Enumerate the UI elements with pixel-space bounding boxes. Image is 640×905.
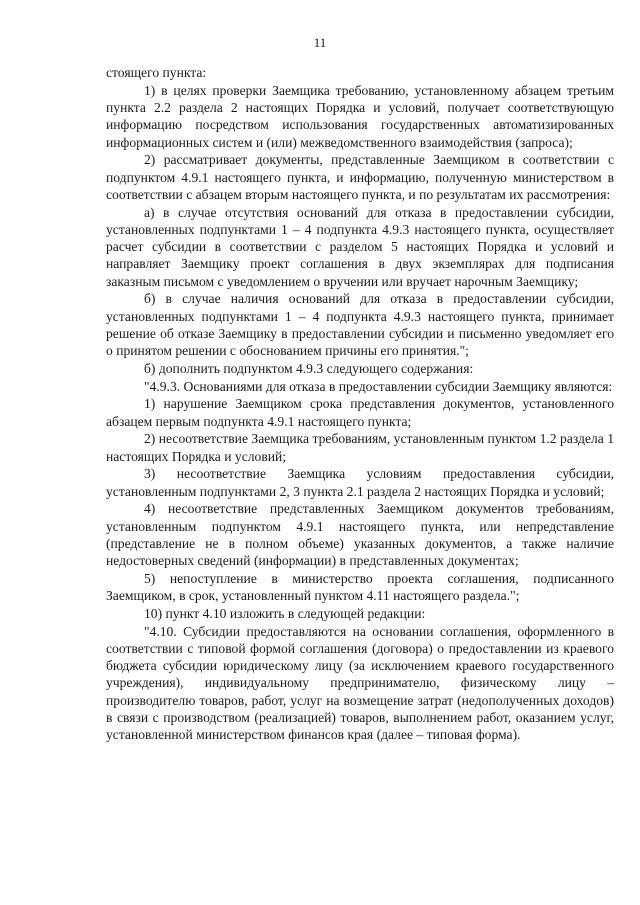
paragraph: 10) пункт 4.10 изложить в следующей редакции: bbox=[144, 605, 426, 621]
paragraph: 2) рассматривает документы, представленные Заемщиком в соответствии с подпунктом 4.9.1 настоящего пункта, и информацию, полученную министерством в соответствии с абзацем вторым настоящего пункта, и по результатам их рассмотрения: bbox=[106, 152, 614, 202]
paragraph: 3) несоответствие Заемщика условиям предоставления субсидии, установленным подпунктами 2, 3 пункта 2.1 раздела 2 настоящих Порядка и условий; bbox=[106, 466, 614, 499]
paragraph: б) дополнить подпунктом 4.9.3 следующего содержания: bbox=[144, 361, 474, 376]
document-body bbox=[106, 64, 614, 744]
paragraph: 5) непоступление в министерство проекта соглашения, подписанного Заемщиком, в срок, установленный пунктом 4.11 настоящего раздела."; bbox=[106, 570, 614, 604]
page-number: 11 bbox=[313, 35, 327, 50]
paragraph: б) в случае наличия оснований для отказа в предоставлении субсидии, установленных подпунктами 1 – 4 подпункта 4.9.3 настоящего пункта, принимает решение об отказе Заемщику в предоставлении субсидии и письменно уведомляет его о принятом решении с обоснованием причины его принятия."; bbox=[106, 291, 614, 359]
paragraph: 2) несоответствие Заемщика требованиям, установленным пунктом 1.2 раздела 1 настоящих Порядка и условий; bbox=[106, 431, 614, 464]
paragraph: 1) в целях проверки Заемщика требованию, установленному абзацем третьим пункта 2.2 раздела 2 настоящих Порядка и условий, получает соответствующую информацию посредством использования государственных автоматизированных информационных систем и (или) межведомственного взаимодействия (запроса); bbox=[106, 82, 614, 150]
paragraph: 1) нарушение Заемщиком срока представления документов, установленного абзацем первым подпункта 4.9.1 настоящего пункта; bbox=[106, 396, 614, 429]
paragraph: стоящего пункта: bbox=[106, 65, 207, 80]
paragraph: "4.9.3. Основаниями для отказа в предоставлении субсидии Заемщику являются: bbox=[144, 378, 613, 394]
paragraph: а) в случае отсутствия оснований для отказа в предоставлении субсидии, установленных подпунктами 1 – 4 подпункта 4.9.3 настоящего пункта, осуществляет расчет субсидии в соответствии с разделом 5 настоящих Порядка и условий и направляет Заемщику проект соглашения в двух экземплярах для подписания заказным письмом с уведомлением о вручении или вручает нарочным Заемщику; bbox=[106, 204, 614, 289]
paragraph: 4) несоответствие представленных Заемщиком документов требованиям, установленным подпунктом 4.9.1 настоящего пункта, или непредставление (представление не в полном объеме) указанных документов, а также наличие недостоверных сведений (информации) в представленных документах; bbox=[106, 501, 614, 569]
paragraph: "4.10. Субсидии предоставляются на основании соглашения, оформленного в соответствии с типовой формой соглашения (договора) о предоставлении из краевого бюджета субсидии юридическому лицу (за исключением краевого государственного учреждения), индивидуальному предпринимателю, физическому лицу – производителю товаров, работ, услуг на возмещение затрат (недополученных доходов) в связи с производством (реализацией) товаров, выполнением работ, оказанием услуг, установленной министерством финансов края (далее – типовая форма). bbox=[106, 623, 614, 743]
